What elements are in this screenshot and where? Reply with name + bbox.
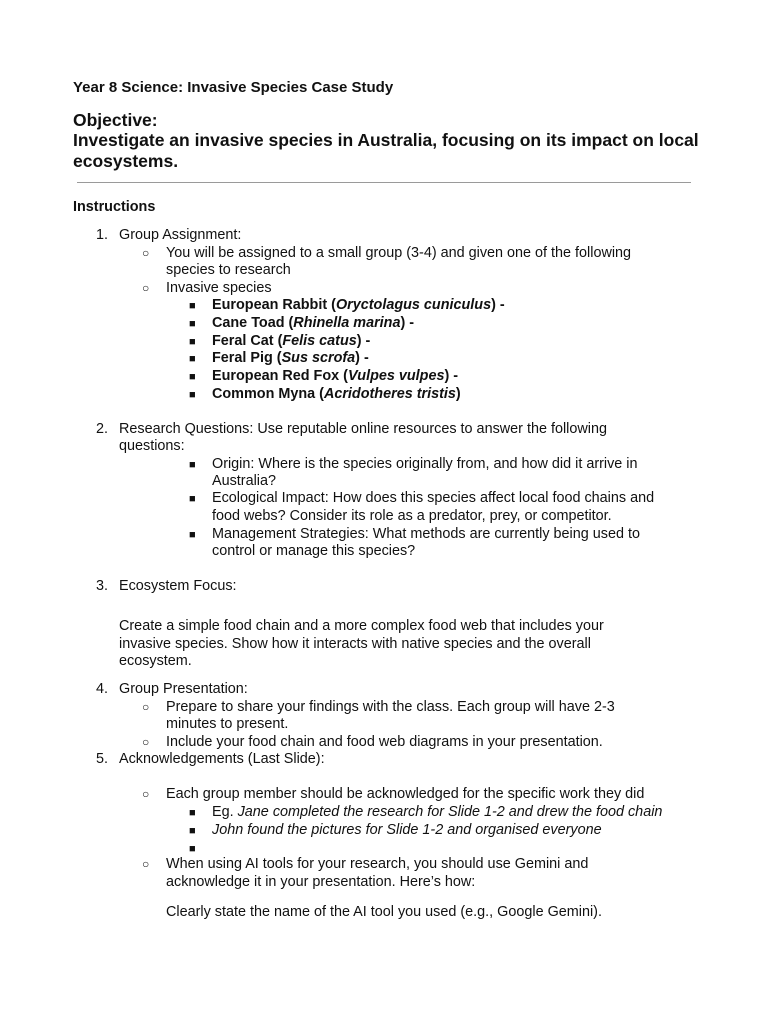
species-item (212, 350, 369, 368)
circle-bullet-icon: ○ (142, 857, 150, 871)
species-common: European Rabbit ( (212, 297, 336, 313)
acknowledgement-example (212, 804, 662, 822)
square-bullet-icon: ■ (189, 389, 196, 401)
species-tail: ) - (400, 315, 415, 331)
species-tail: ) (455, 386, 461, 402)
acknowledgement-example (212, 822, 602, 840)
species-tail: ) - (355, 350, 369, 366)
ecosystem-focus-text: invasive species. Show how it interacts with native species and the overall (119, 636, 591, 652)
species-common: European Red Fox ( (212, 368, 348, 384)
ai-tools-line: acknowledge it in your presentation. Here’s how: (166, 874, 476, 890)
square-bullet-icon: ■ (189, 318, 196, 330)
species-scientific: Felis catus (282, 333, 357, 349)
species-scientific: Sus scrofa (281, 350, 356, 366)
example-prefix: Eg. (212, 804, 238, 820)
question-management: control or manage this species? (212, 543, 416, 559)
list-number: 5. (95, 751, 108, 767)
question-ecological-impact: Ecological Impact: How does this species affect local food chains and (212, 490, 655, 506)
circle-bullet-icon: ○ (142, 787, 150, 801)
species-item (212, 297, 505, 315)
group-assignment-line: species to research (166, 262, 291, 278)
horizontal-rule (77, 182, 691, 183)
research-questions-line: Research Questions: Use reputable online resources to answer the following (119, 421, 607, 437)
list-number: 3. (95, 578, 108, 594)
question-management: Management Strategies: What methods are currently being used to (212, 526, 640, 542)
square-bullet-icon: ■ (189, 353, 196, 365)
ai-tools-line: Clearly state the name of the AI tool you used (e.g., Google Gemini). (166, 904, 602, 920)
invasive-species-label: Invasive species (166, 280, 272, 296)
species-item (212, 333, 370, 351)
ecosystem-focus-text: ecosystem. (119, 653, 192, 669)
species-item (212, 386, 461, 404)
square-bullet-icon: ■ (189, 300, 196, 312)
ecosystem-focus-text: Create a simple food chain and a more complex food web that includes your (119, 618, 604, 634)
question-origin: Australia? (212, 473, 276, 489)
species-tail: ) - (444, 368, 459, 384)
list-number: 1. (95, 227, 108, 243)
group-assignment-label: Group Assignment: (119, 227, 242, 243)
square-bullet-icon: ■ (189, 336, 196, 348)
square-bullet-icon: ■ (189, 529, 196, 541)
species-common: Common Myna ( (212, 386, 324, 402)
species-item (212, 368, 458, 386)
species-scientific: Rhinella marina (293, 315, 401, 331)
square-bullet-icon: ■ (189, 493, 196, 505)
question-origin: Origin: Where is the species originally from, and how did it arrive in (212, 456, 638, 472)
example-jane: Jane completed the research for Slide 1-2 and drew the food chain (237, 804, 663, 820)
species-item (212, 315, 414, 333)
species-scientific: Acridotheres tristis (323, 386, 456, 402)
circle-bullet-icon: ○ (142, 246, 150, 260)
species-tail: ) - (356, 333, 371, 349)
group-assignment-line: You will be assigned to a small group (3-4) and given one of the following (166, 245, 632, 261)
objective-heading: Objective: (73, 110, 158, 130)
list-number: 4. (95, 681, 108, 697)
square-bullet-icon: ■ (189, 807, 196, 819)
objective-text: Investigate an invasive species in Australia, focusing on its impact on local ecosystems. (73, 130, 699, 171)
species-common: Cane Toad ( (212, 315, 294, 331)
ai-tools-line: When using AI tools for your research, you should use Gemini and (166, 856, 589, 872)
example-john: John found the pictures for Slide 1-2 and organised everyone (212, 822, 602, 838)
species-common: Feral Cat ( (212, 333, 283, 349)
group-presentation-line: Include your food chain and food web diagrams in your presentation. (166, 734, 603, 750)
square-bullet-icon: ■ (189, 825, 196, 837)
group-presentation-line: minutes to present. (166, 716, 289, 732)
square-bullet-icon: ■ (189, 371, 196, 383)
question-ecological-impact: food webs? Consider its role as a predator, prey, or competitor. (212, 508, 612, 524)
ecosystem-focus-label: Ecosystem Focus: (119, 578, 237, 594)
species-scientific: Vulpes vulpes (347, 368, 445, 384)
document-title: Year 8 Science: Invasive Species Case Study (73, 79, 394, 96)
acknowledgement-line: Each group member should be acknowledged for the specific work they did (166, 786, 645, 802)
list-number: 2. (95, 421, 108, 437)
square-bullet-icon: ■ (189, 843, 196, 855)
circle-bullet-icon: ○ (142, 735, 150, 749)
instructions-heading: Instructions (73, 199, 156, 215)
acknowledgements-label: Acknowledgements (Last Slide): (119, 751, 325, 767)
circle-bullet-icon: ○ (142, 281, 150, 295)
species-scientific: Oryctolagus cuniculus (335, 297, 492, 313)
group-presentation-label: Group Presentation: (119, 681, 248, 697)
research-questions-line: questions: (119, 438, 185, 454)
group-presentation-line: Prepare to share your findings with the class. Each group will have 2-3 (166, 699, 615, 715)
species-tail: ) - (491, 297, 505, 313)
square-bullet-icon: ■ (189, 459, 196, 471)
circle-bullet-icon: ○ (142, 700, 150, 714)
species-common: Feral Pig ( (212, 350, 282, 366)
